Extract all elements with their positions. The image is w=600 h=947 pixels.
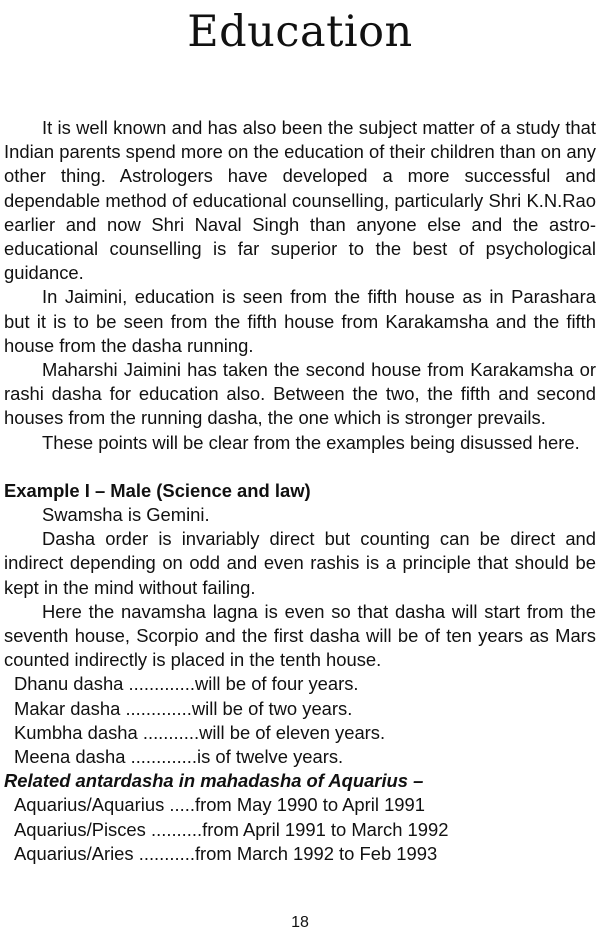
dasha-name: Makar dasha bbox=[14, 697, 121, 719]
antardasha-list bbox=[4, 793, 596, 866]
antardasha-name: Aquarius/Aries bbox=[14, 842, 134, 864]
dasha-list-item bbox=[4, 745, 596, 769]
dasha-name: Kumbha dasha bbox=[14, 721, 138, 743]
dasha-name: Meena dasha bbox=[14, 746, 126, 768]
leader-dots: ............. bbox=[125, 697, 192, 719]
antardasha-list-item bbox=[4, 842, 596, 866]
paragraph: In Jaimini, education is seen from the fifth house as in Parashara but it is to be seen from the fifth house from Karakamsha and the fifth house from the dasha running. bbox=[4, 286, 596, 356]
paragraph: Dasha order is invariably direct but counting can be direct and indirect depending on odd and even rashis is a principle that should be kept in the mind without failing. bbox=[4, 528, 596, 598]
example-heading: Example I – Male (Science and law) bbox=[4, 479, 311, 501]
paragraph: Maharshi Jaimini has taken the second house from Karakamsha or rashi dasha for education also. Between the two, the fifth and second houses from the running dasha, the one which is stronger prevails. bbox=[4, 359, 596, 429]
dasha-list-item bbox=[4, 697, 596, 721]
paragraph: Swamsha is Gemini. bbox=[42, 504, 210, 526]
dasha-duration: will be of eleven years. bbox=[199, 721, 386, 743]
leader-dots: ............. bbox=[130, 746, 198, 768]
dasha-list-item bbox=[4, 721, 596, 745]
page-number: 18 bbox=[291, 914, 309, 931]
leader-dots: ........... bbox=[142, 721, 200, 743]
antardasha-list-item bbox=[4, 793, 596, 817]
paragraph: Here the navamsha lagna is even so that dasha will start from the seventh house, Scorpio and the first dasha will be of ten years as Mars counted indirectly is placed in the tenth house. bbox=[4, 600, 596, 671]
leader-dots: .......... bbox=[151, 818, 203, 840]
dasha-duration: will be of four years. bbox=[194, 673, 359, 695]
body-text bbox=[4, 116, 596, 866]
antardasha-heading: Related antardasha in mahadasha of Aquarius – bbox=[4, 770, 424, 792]
antardasha-name: Aquarius/Aquarius bbox=[14, 794, 165, 816]
paragraph: These points will be clear from the examples being disussed here. bbox=[42, 431, 580, 453]
antardasha-period: from March 1992 to Feb 1993 bbox=[194, 842, 438, 864]
leader-dots: ............. bbox=[128, 673, 195, 695]
dasha-list-item bbox=[4, 672, 596, 696]
dasha-name: Dhanu dasha bbox=[14, 673, 124, 695]
leader-dots: ........... bbox=[138, 842, 195, 864]
antardasha-name: Aquarius/Pisces bbox=[14, 818, 146, 840]
chapter-title: Education bbox=[187, 7, 413, 57]
leader-dots: ..... bbox=[169, 794, 195, 816]
dasha-list bbox=[4, 672, 596, 769]
antardasha-period: from May 1990 to April 1991 bbox=[194, 794, 425, 816]
dasha-duration: will be of two years. bbox=[191, 697, 353, 719]
antardasha-period: from April 1991 to March 1992 bbox=[202, 818, 449, 840]
dasha-duration: is of twelve years. bbox=[197, 746, 344, 768]
antardasha-list-item bbox=[4, 818, 596, 842]
paragraph: It is well known and has also been the subject matter of a study that Indian parents spend more on the education of their children than on any other thing. Astrologers have developed a more successful and dependable method of educational counselling, particularly Shri K.N.Rao earlier and now Shri Naval Singh than anyone else and the astro-educational counselling is far superior to the best of psychological guidance. bbox=[4, 117, 596, 284]
